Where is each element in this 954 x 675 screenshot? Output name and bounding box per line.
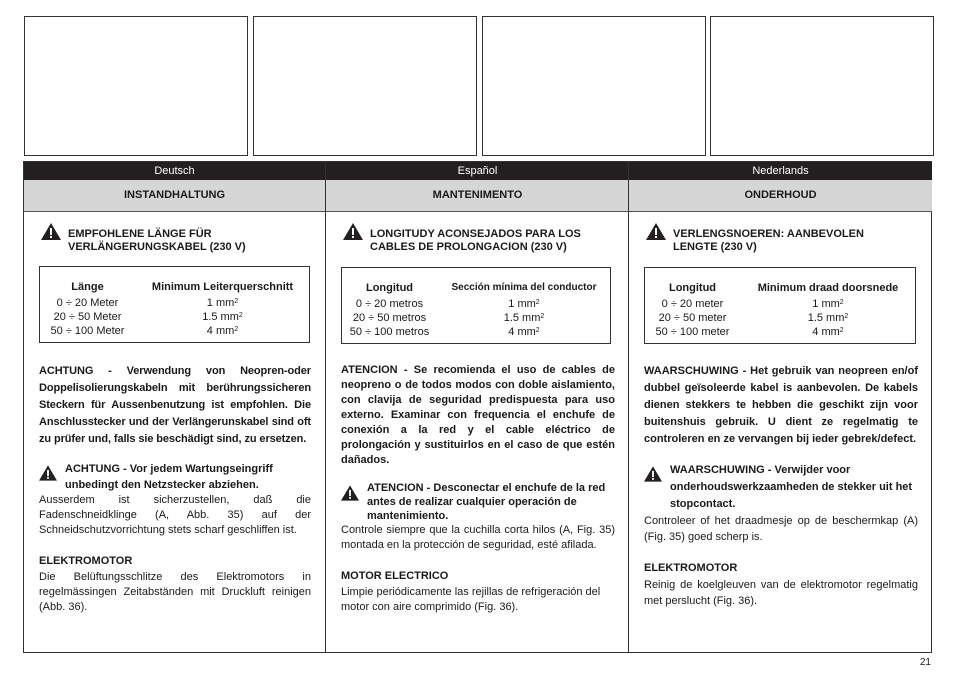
attention-paragraph: ATENCION - Se recomienda el uso de cables de neopreno o de todos modos con doble aislamiento, con clavija de seguridad predispuesta para uso externo. Examinar con frequencia el enchufe de conexión a la red y el cable eléctrico de prolongación y sustituirlos en el caso de que estén dañados.	[341, 364, 615, 466]
content-grid	[23, 161, 932, 653]
motor-text: Die Belüftungsschlitze des Elektromotors in regelmässingen Zeitabständen mit Druckluft reinigen (Abb. 36).	[39, 571, 311, 613]
blade-text: Controleer of het draadmesje op de beschermkap (A) (Fig. 35) goed scherp is.	[644, 515, 918, 543]
warning-icon	[646, 223, 666, 240]
cable-table: Länge 0 ÷ 20 Meter 20 ÷ 50 Meter 50 ÷ 100 Meter Minimum Leiterquerschnitt 1 $mm^2$ 1.5 $mm^2$ 4 $mm^2$	[39, 266, 310, 343]
column-espanol	[325, 162, 629, 652]
blade-text: Controle siempre que la cuchilla corta hilos (A, Fig. 35) montada en la protección de seguridad, esté afilada.	[341, 524, 615, 551]
section-title: ONDERHOUD	[629, 180, 932, 212]
recommended-length-heading: LONGITUDY ACONSEJADOS PARA LOS CABLES DE PROLONGACION (230 V)	[341, 228, 615, 254]
section-title: MANTENIMENTO	[326, 180, 629, 212]
motor-text: Reinig de koelgleuven van de elektromotor regelmatig met perslucht (Fig. 36).	[644, 579, 918, 607]
attention-paragraph: WAARSCHUWING - Het gebruik van neopreen en/of dubbel geïsoleerde kabel is aanbevolen. De kabels dienen stekkers te hebben die geschikt zijn voor buitenshuis gebruik. U dient ze regelmatig te controleren en ze vervangen bij ieder gebrek/defect.	[644, 365, 918, 445]
image-placeholder-2	[253, 16, 477, 156]
motor-heading: MOTOR ELECTRICO	[341, 570, 449, 582]
image-placeholder-1	[24, 16, 248, 156]
motor-text: Limpie periódicamente las rejillas de refrigeración del motor con aire comprimido (Fig. 36).	[341, 586, 601, 613]
language-header: Deutsch	[24, 162, 325, 180]
column-deutsch	[24, 162, 325, 652]
warning-icon	[41, 223, 61, 240]
blade-text: Ausserdem ist sicherzustellen, daß die Fadenschneidklinge (A, Abb. 35) auf der Schneidschutzvorrichtung stets scharf geschliffen ist.	[39, 494, 311, 536]
language-header: Español	[326, 162, 629, 180]
warning-icon	[39, 465, 57, 481]
recommended-length-heading: EMPFOHLENE LÄNGE FÜR VERLÄNGERUNGSKABEL (230 V)	[39, 228, 311, 254]
motor-heading: ELEKTROMOTOR	[39, 555, 133, 567]
warning-icon	[343, 223, 363, 240]
warning-icon	[644, 466, 662, 482]
image-placeholder-3	[482, 16, 706, 156]
unplug-warning: ACHTUNG - Vor jedem Wartungseingriff unbedingt den Netzstecker abziehen.	[39, 461, 311, 493]
cable-table: Longitud 0 ÷ 20 meter 20 ÷ 50 meter 50 ÷ 100 meter Minimum draad doorsnede 1 $mm^2$ 1.5 $mm^2$ 4 $mm^2$	[644, 267, 916, 344]
image-placeholder-4	[710, 16, 934, 156]
page-number: 21	[919, 657, 931, 668]
language-header: Nederlands	[629, 162, 932, 180]
section-title: INSTANDHALTUNG	[24, 180, 325, 212]
unplug-warning: ATENCION - Desconectar el enchufe de la red antes de realizar cualquier operación de mantenimiento.	[341, 481, 615, 523]
column-nederlands	[628, 162, 932, 652]
unplug-warning: WAARSCHUWING - Verwijder voor onderhoudswerkzaamheden de stekker uit het stopcontact.	[644, 462, 918, 513]
attention-paragraph: ACHTUNG - Verwendung von Neopren-oder Doppelisolierungskabeln mit berührungssicheren Steckern für Aussenbenutzung ist empfohlen. Die Anschlusstecker und der Verlängerunskabel sind oft zu prüfer und, falls sie beschädigt sind, zu ersetzen.	[39, 365, 311, 445]
recommended-length-heading: VERLENGSNOEREN: AANBEVOLEN LENGTE (230 V)	[644, 228, 918, 254]
warning-icon	[341, 485, 359, 501]
cable-table: Longitud 0 ÷ 20 metros 20 ÷ 50 metros 50 ÷ 100 metros Sección mínima del conductor 1 $mm^2$ 1.5 $mm^2$ 4 $mm^2$	[341, 267, 611, 344]
motor-heading: ELEKTROMOTOR	[644, 562, 738, 574]
